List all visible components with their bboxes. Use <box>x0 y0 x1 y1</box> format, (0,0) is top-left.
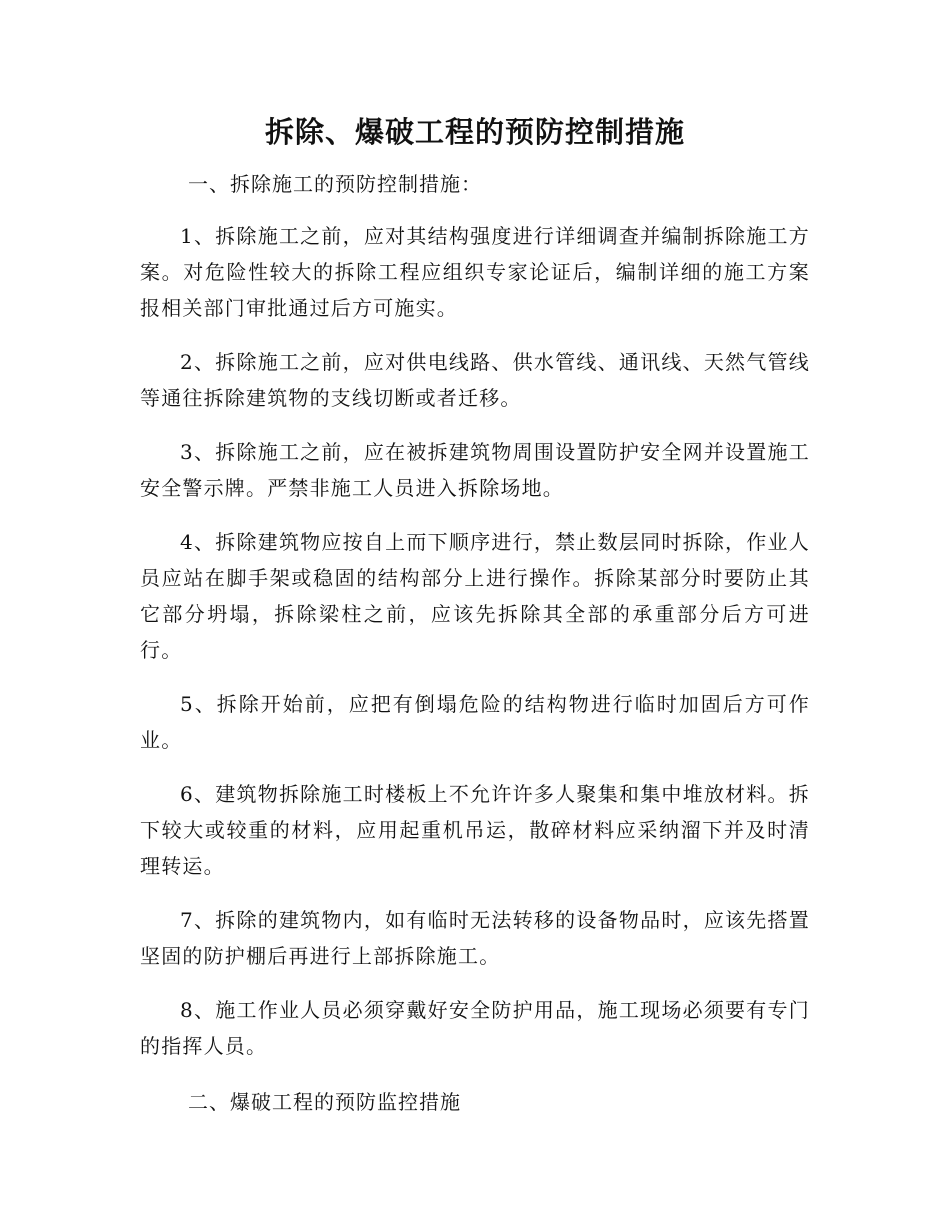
paragraph-item-3: 3、拆除施工之前，应在被拆建筑物周围设置防护安全网并设置施工安全警示牌。严禁非施工人员进入拆除场地。 <box>140 440 810 500</box>
section-heading-demolition: 一、拆除施工的预防控制措施： <box>188 172 482 196</box>
paragraph-item-6: 6、建筑物拆除施工时楼板上不允许许多人聚集和集中堆放材料。拆下较大或较重的材料，应用起重机吊运，散碎材料应采纳溜下并及时清理转运。 <box>140 782 810 878</box>
document-title: 拆除、爆破工程的预防控制措施 <box>264 115 685 149</box>
section-heading-blasting: 二、爆破工程的预防监控措施 <box>188 1090 461 1114</box>
paragraph-item-1: 1、拆除施工之前，应对其结构强度进行详细调查并编制拆除施工方案。对危险性较大的拆除工程应组织专家论证后，编制详细的施工方案报相关部门审批通过后方可施实。 <box>140 224 810 320</box>
paragraph-item-2: 2、拆除施工之前，应对供电线路、供水管线、通讯线、天然气管线等通往拆除建筑物的支线切断或者迁移。 <box>140 350 810 410</box>
paragraph-item-8: 8、施工作业人员必须穿戴好安全防护用品，施工现场必须要有专门的指挥人员。 <box>140 998 810 1058</box>
paragraph-item-4: 4、拆除建筑物应按自上而下顺序进行，禁止数层同时拆除，作业人员应站在脚手架或稳固的结构部分上进行操作。拆除某部分时要防止其它部分坍塌，拆除梁柱之前，应该先拆除其全部的承重部分后方可进行。 <box>140 530 810 662</box>
paragraph-item-5: 5、拆除开始前，应把有倒塌危险的结构物进行临时加固后方可作业。 <box>140 692 810 752</box>
paragraph-item-7: 7、拆除的建筑物内，如有临时无法转移的设备物品时，应该先搭置坚固的防护棚后再进行上部拆除施工。 <box>140 908 810 968</box>
